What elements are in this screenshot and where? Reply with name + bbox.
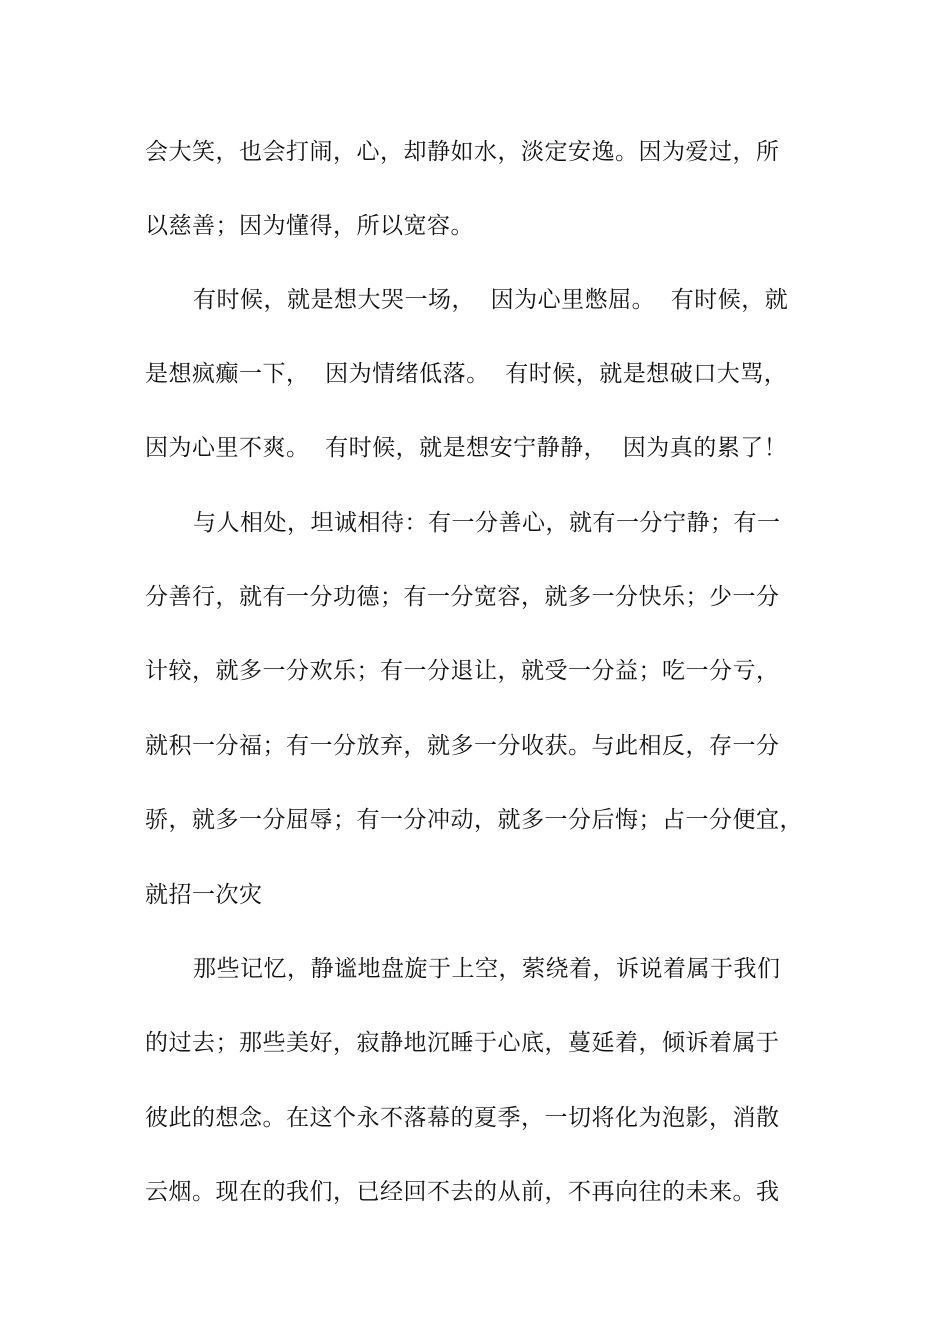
paragraph-line: 计较，就多一分欢乐；有一分退让，就受一分益；吃一分亏， [145,658,780,684]
paragraph-line: 因为心里不爽。 有时候，就是想安宁静静， 因为真的累了！ [145,435,788,461]
paragraph-line: 的过去；那些美好，寂静地沉睡于心底，蔓延着，倾诉着属于 [145,1030,780,1056]
paragraph-line: 云烟。现在的我们，已经回不去的从前，不再向往的未来。我 [145,1179,780,1205]
paragraph-line: 与人相处，坦诚相待：有一分善心，就有一分宁静；有一 [193,510,781,536]
paragraph-line: 以慈善；因为懂得，所以宽容。 [145,213,474,239]
paragraph-line: 会大笑，也会打闹，心，却静如水，淡定安逸。因为爱过，所 [145,139,780,165]
paragraph-line: 是想疯癫一下， 因为情绪低落。 有时候，就是想破口大骂， [145,361,788,387]
paragraph-line: 就招一次灾 [145,882,263,908]
paragraph-line: 分善行，就有一分功德；有一分宽容，就多一分快乐；少一分 [145,584,780,610]
paragraph-line: 那些记忆，静谧地盘旋于上空，萦绕着，诉说着属于我们 [193,956,781,982]
paragraph-line: 就积一分福；有一分放弃，就多一分收获。与此相反，存一分 [145,733,780,759]
paragraph-line: 彼此的想念。在这个永不落幕的夏季，一切将化为泡影，消散 [145,1105,780,1131]
paragraph-line: 骄，就多一分屈辱；有一分冲动，就多一分后悔；占一分便宜， [145,807,803,833]
paragraph-line: 有时候，就是想大哭一场， 因为心里憋屈。 有时候，就 [193,287,789,313]
